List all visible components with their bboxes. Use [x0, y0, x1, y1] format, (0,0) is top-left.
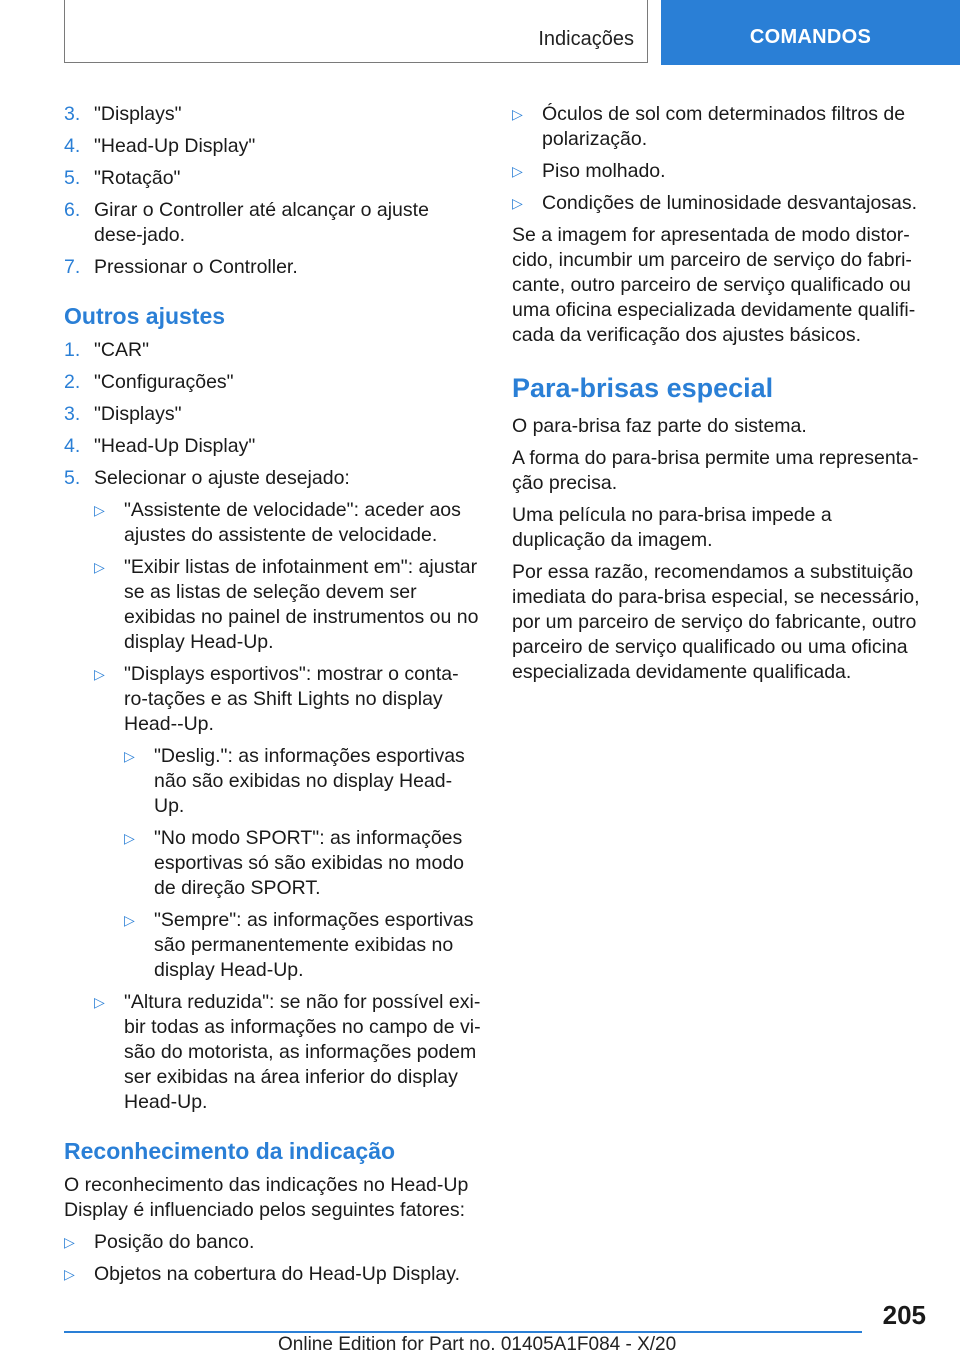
bullet-icon: ▷: [512, 106, 523, 122]
step-text: Selecionar o ajuste desejado:: [94, 467, 350, 489]
step-text: "Displays": [94, 403, 182, 425]
bullet-icon: ▷: [94, 666, 105, 682]
list-item: [94, 555, 482, 655]
step-number: 5.: [64, 467, 81, 489]
bullet-icon: ▷: [124, 830, 135, 846]
bullet-text: "Sempre": as informações esportivas são permanentemente exibidas no display Head-Up.: [154, 909, 474, 981]
list-item: [64, 1230, 482, 1255]
list-item: [64, 198, 482, 248]
paragraph: Por essa razão, recomendamos a substituição imediata do para-brisa especial, se necessário, por um parceiro de serviço do fabricante, outro parceiro de serviço qualificado ou uma oficina especializada devidamente qualificada.: [512, 561, 920, 683]
bullet-text: "No modo SPORT": as informações esportivas só são exibidas no modo de direção SPORT.: [154, 827, 465, 899]
list-item: [94, 990, 482, 1115]
step-text: "CAR": [94, 339, 150, 361]
bullet-text: Objetos na cobertura do Head-Up Display.: [94, 1263, 460, 1285]
chapter-tab: COMANDOS: [661, 0, 960, 65]
bullet-icon: ▷: [94, 502, 105, 518]
step-text: "Head-Up Display": [94, 135, 256, 157]
list-item: [64, 134, 482, 159]
footer-edition: Online Edition for Part no. 01405A1F084 - X/20: [278, 1334, 677, 1355]
bullet-icon: ▷: [94, 559, 105, 575]
heading-recognition: Reconhecimento da indicação: [64, 1138, 396, 1164]
step-text: "Displays": [94, 103, 182, 125]
step-text: "Head-Up Display": [94, 435, 256, 457]
list-item: [64, 370, 482, 395]
bullet-text: "Assistente de velocidade": aceder aos ajustes do assistente de velocidade.: [124, 499, 461, 546]
step-number: 3.: [64, 103, 81, 125]
bullet-icon: ▷: [64, 1234, 75, 1250]
list-item: [94, 662, 482, 737]
paragraph: Se a imagem for apresentada de modo distor-cido, incumbir um parceiro de serviço do fabri-cante, outro parceiro de serviço qualificado ou uma oficina especializada devidamente qualifi-cada da verificação dos ajustes básicos.: [512, 224, 916, 346]
bullet-text: Piso molhado.: [542, 160, 666, 182]
bullet-text: Condições de luminosidade desvantajosas.: [542, 192, 918, 214]
step-number: 7.: [64, 256, 81, 278]
bullet-text: Óculos de sol com determinados filtros de polarização.: [542, 103, 906, 150]
step-number: 2.: [64, 371, 81, 393]
list-item: [64, 466, 482, 491]
step-text: "Configurações": [94, 371, 234, 393]
list-item: [94, 498, 482, 548]
section-title: Indicações: [538, 28, 634, 50]
footer-divider: [64, 1331, 862, 1333]
list-item: [124, 744, 482, 819]
list-item: [124, 826, 482, 901]
bullet-icon: ▷: [64, 1266, 75, 1282]
list-item: [512, 102, 922, 152]
list-item: [512, 191, 922, 216]
step-text: Pressionar o Controller.: [94, 256, 298, 278]
list-item: [64, 102, 482, 127]
list-item: [64, 338, 482, 363]
list-item: [512, 159, 922, 184]
list-item: [64, 434, 482, 459]
paragraph: O reconhecimento das indicações no Head-Up Display é influenciado pelos seguintes fatores:: [64, 1174, 469, 1221]
list-item: [64, 1262, 482, 1287]
bullet-text: "Deslig.": as informações esportivas não são exibidas no display Head-Up.: [154, 745, 465, 817]
heading-special-windshield: Para-brisas especial: [512, 373, 774, 403]
right-column: [512, 102, 922, 692]
paragraph: O para-brisa faz parte do sistema.: [512, 415, 807, 437]
step-text: Girar o Controller até alcançar o ajuste dese-jado.: [94, 199, 429, 246]
bullet-text: "Displays esportivos": mostrar o conta-ro-tações e as Shift Lights no display Head--Up.: [124, 663, 459, 735]
bullet-icon: ▷: [512, 163, 523, 179]
bullet-text: Posição do banco.: [94, 1231, 255, 1253]
bullet-text: "Altura reduzida": se não for possível exi-bir todas as informações no campo de vi-são do motorista, as informações podem ser exibidas na área inferior do display Head-Up.: [124, 991, 481, 1113]
step-number: 5.: [64, 167, 81, 189]
list-item: [124, 908, 482, 983]
page-number: 205: [882, 1300, 926, 1330]
step-number: 1.: [64, 339, 81, 361]
bullet-icon: ▷: [124, 912, 135, 928]
step-number: 6.: [64, 199, 81, 221]
step-text: "Rotação": [94, 167, 181, 189]
left-column: [64, 102, 482, 1294]
paragraph: Uma película no para-brisa impede a duplicação da imagem.: [512, 504, 832, 551]
list-item: [64, 402, 482, 427]
bullet-icon: ▷: [124, 748, 135, 764]
bullet-icon: ▷: [94, 994, 105, 1010]
heading-other-settings: Outros ajustes: [64, 303, 226, 329]
step-number: 3.: [64, 403, 81, 425]
step-number: 4.: [64, 435, 81, 457]
bullet-text: "Exibir listas de infotainment em": ajustar se as listas de seleção devem ser exibidas no painel de instrumentos ou no display Head-Up.: [124, 556, 479, 653]
bullet-icon: ▷: [512, 195, 523, 211]
step-number: 4.: [64, 135, 81, 157]
list-item: [64, 255, 482, 280]
paragraph: A forma do para-brisa permite uma representa-ção precisa.: [512, 447, 919, 494]
list-item: [64, 166, 482, 191]
